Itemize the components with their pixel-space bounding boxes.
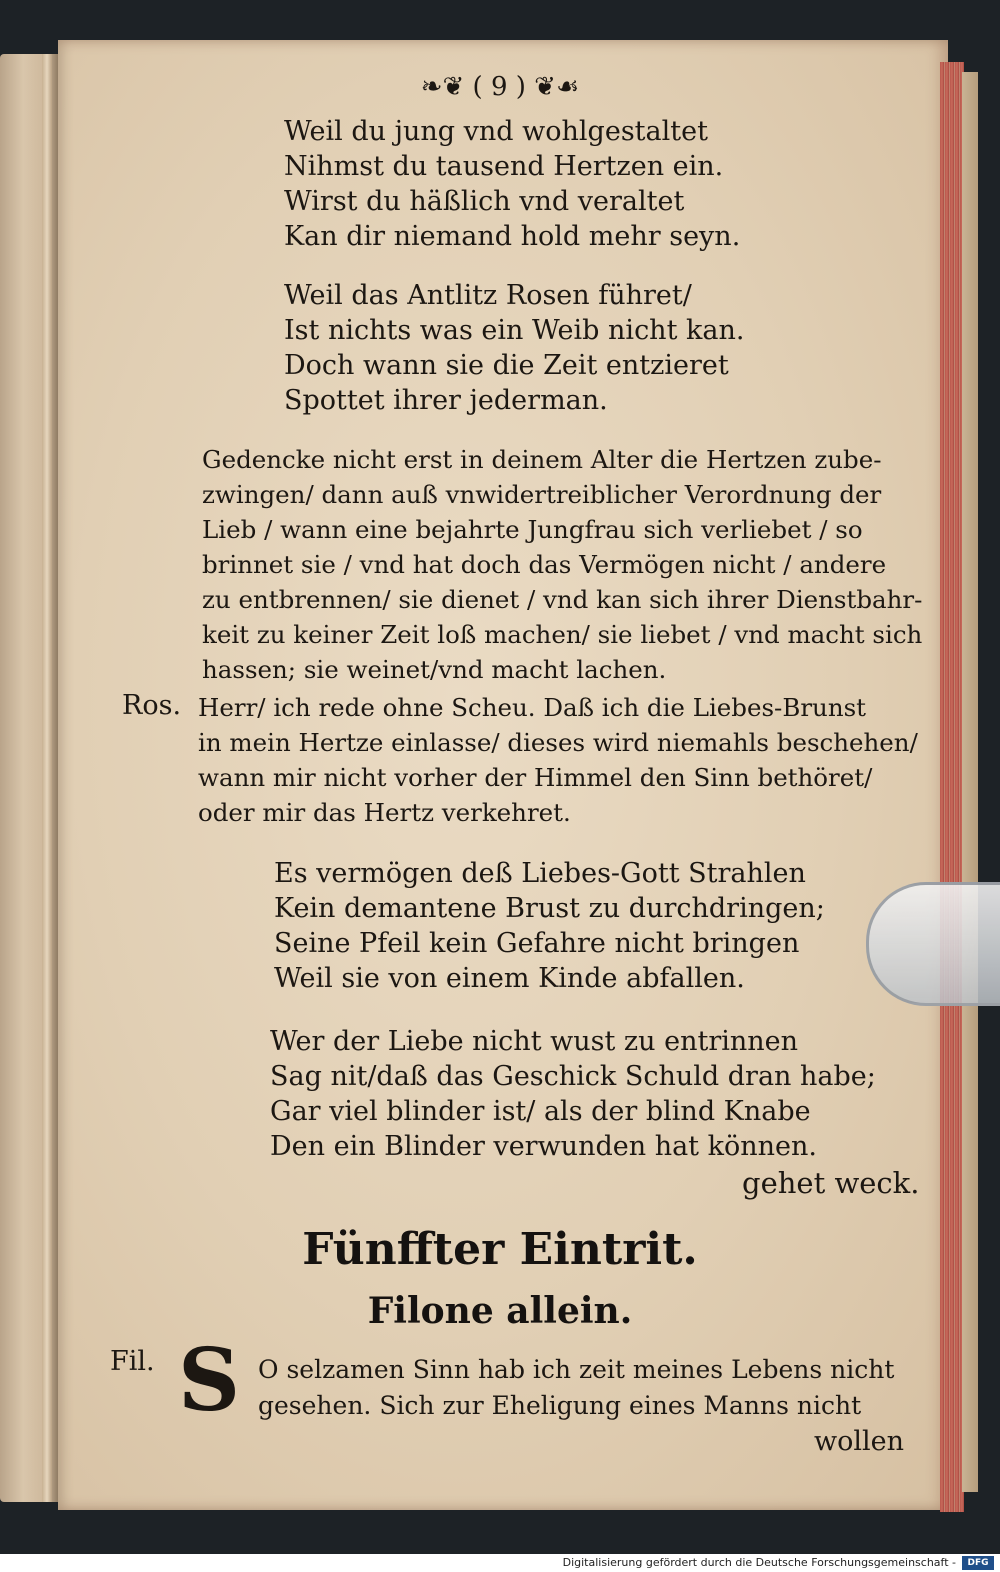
verse-line: Seine Pfeil kein Gefahre nicht bringen	[274, 928, 800, 959]
page-stack-edge-outer	[962, 72, 978, 1492]
verse-line: Kan dir niemand hold mehr seyn.	[284, 221, 741, 252]
verse-line: Spottet ihrer jederman.	[284, 385, 608, 416]
prose-line: oder mir das Hertz verkehret.	[198, 798, 571, 827]
speaker-ros: Ros.	[122, 690, 182, 721]
stage-direction: gehet weck.	[742, 1166, 920, 1200]
ornament-right: ) ❦☙	[507, 72, 580, 102]
footer-credit: Digitalisierung gefördert durch die Deutsche Forschungsgemeinschaft -	[562, 1556, 956, 1569]
verse-line: Doch wann sie die Zeit entzieret	[284, 350, 729, 381]
verse-line: Wer der Liebe nicht wust zu entrinnen	[270, 1026, 799, 1057]
scene-heading: Fünffter Eintrit.	[302, 1224, 698, 1275]
verse-line: Weil das Antlitz Rosen führet/	[284, 280, 692, 311]
prose-line: zwingen/ dann auß vnwidertreiblicher Verordnung der	[202, 480, 882, 509]
speaker-fil: Fil.	[110, 1346, 155, 1377]
prose-paragraph-2	[198, 690, 918, 830]
verse-line: Sag nit/daß das Geschick Schuld dran habe;	[270, 1061, 876, 1092]
prose-line: hassen; sie weinet/vnd macht lachen.	[202, 655, 667, 684]
digitization-footer	[0, 1554, 1000, 1572]
prose-line: O selzamen Sinn hab ich zeit meines Lebens nicht	[258, 1355, 895, 1384]
prose-line: brinnet sie / vnd hat doch das Vermögen nicht / andere	[202, 550, 887, 579]
prose-paragraph-1	[202, 442, 922, 687]
page-header	[0, 72, 1000, 102]
prose-line: Lieb / wann eine bejahrte Jungfrau sich verliebet / so	[202, 515, 863, 544]
prose-line: in mein Hertze einlasse/ dieses wird niemahls beschehen/	[198, 728, 918, 757]
prose-line: wann mir nicht vorher der Himmel den Sinn bethöret/	[198, 763, 873, 792]
prose-line: Gedencke nicht erst in deinem Alter die Hertzen zube-	[202, 445, 882, 474]
verse-line: Es vermögen deß Liebes-Gott Strahlen	[274, 858, 806, 889]
prose-line: zu entbrennen/ sie dienet / vnd kan sich ihrer Dienstbahr-	[202, 585, 923, 614]
verse-line: Kein demantene Brust zu durchdringen;	[274, 893, 825, 924]
verse-stanza-3	[274, 856, 825, 996]
verse-line: Weil du jung vnd wohlgestaltet	[284, 116, 708, 147]
verse-line: Den ein Blinder verwunden hat können.	[270, 1131, 817, 1162]
verse-line: Nihmst du tausend Hertzen ein.	[284, 151, 724, 182]
verse-line: Gar viel blinder ist/ als der blind Knabe	[270, 1096, 811, 1127]
prose-line: gesehen. Sich zur Eheligung eines Manns nicht	[258, 1391, 862, 1420]
prose-line: Herr/ ich rede ohne Scheu. Daß ich die Liebes-Brunst	[198, 693, 867, 722]
drop-cap: S	[178, 1330, 241, 1431]
verse-stanza-2	[284, 278, 744, 418]
verse-line: Weil sie von einem Kinde abfallen.	[274, 963, 745, 994]
book-spine	[42, 54, 52, 1502]
scene-subheading: Filone allein.	[367, 1290, 633, 1332]
prose-paragraph-3	[258, 1352, 894, 1424]
page-number: 9	[490, 72, 508, 102]
page-clip	[866, 882, 1000, 1006]
catchword: wollen	[814, 1426, 905, 1457]
prose-line: keit zu keiner Zeit loß machen/ sie liebet / vnd macht sich	[202, 620, 923, 649]
dfg-logo: DFG	[962, 1556, 994, 1570]
verse-line: Wirst du häßlich vnd veraltet	[284, 186, 685, 217]
ornament-left: ❧❦ (	[420, 72, 491, 102]
verse-line: Ist nichts was ein Weib nicht kan.	[284, 315, 745, 346]
verse-stanza-1	[284, 114, 740, 254]
verse-stanza-4	[270, 1024, 876, 1164]
